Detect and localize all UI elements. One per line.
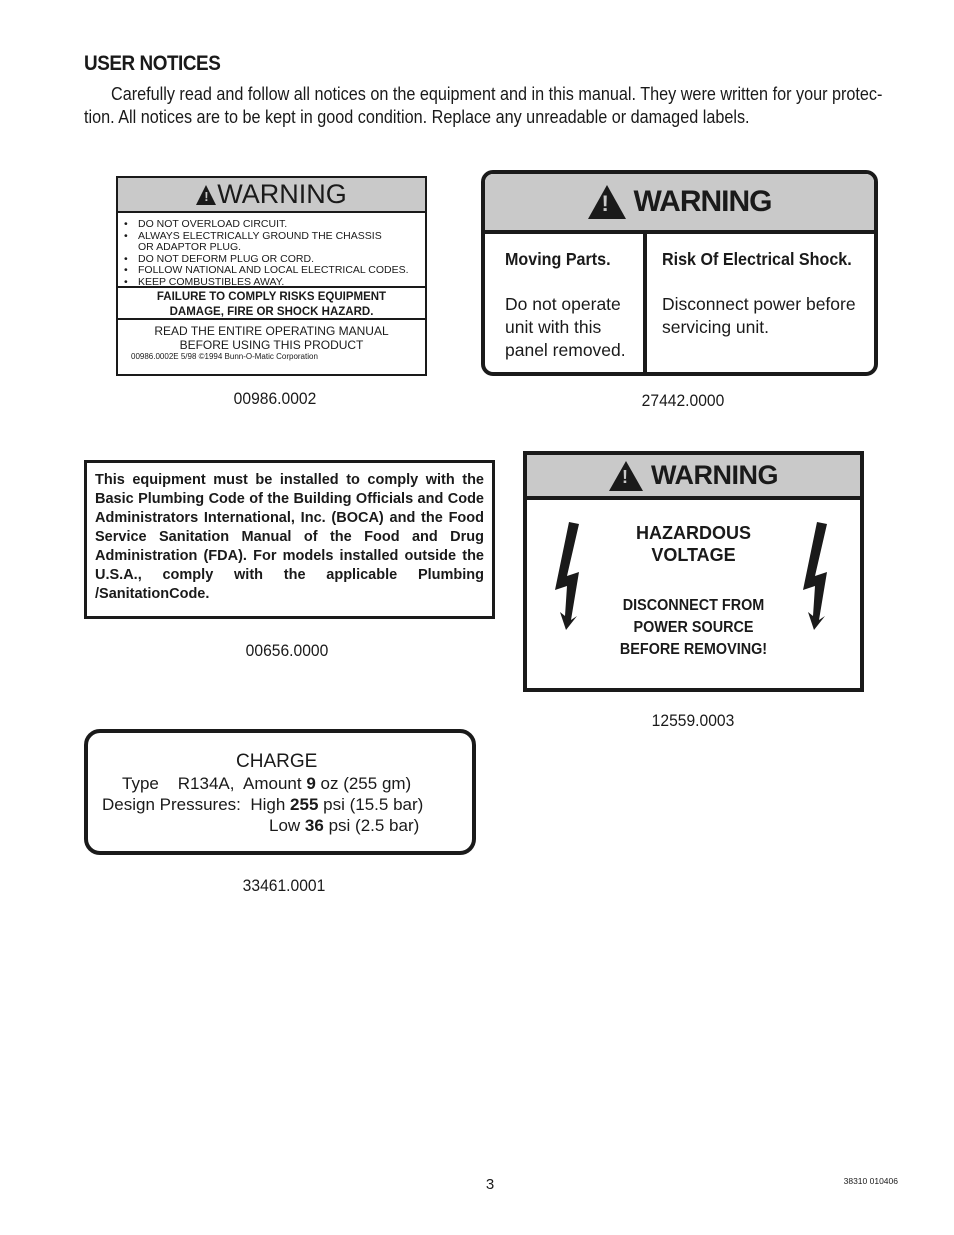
failure-line-2: DAMAGE, FIRE OR SHOCK HAZARD. (169, 306, 374, 318)
document-code: 38310 010406 (843, 1176, 898, 1186)
design-pressures-label: Design Pressures: (102, 795, 241, 814)
intro-line-1: Carefully read and follow all notices on the equipment and in this manual. They were written for your protec- (111, 84, 883, 104)
column-line: panel removed. (505, 340, 626, 360)
warning-triangle-icon: ! (196, 185, 216, 205)
column-title: Risk Of Electrical Shock. (662, 249, 852, 269)
warning-list (118, 213, 425, 288)
warning-label-27442 (481, 170, 878, 376)
intro-line-2: tion. All notices are to be kept in good condition. Replace any unreadable or damaged labels. (84, 107, 750, 127)
list-item: • KEEP COMBUSTIBLES AWAY. (124, 277, 425, 289)
list-item: • ALWAYS ELECTRICALLY GROUND THE CHASSIS (124, 231, 425, 243)
electrical-shock-column (647, 234, 868, 372)
high-value: 255 (290, 795, 319, 814)
high-label: High (250, 795, 286, 814)
label-header (118, 178, 425, 213)
part-number-12559: 12559.0003 (651, 711, 735, 730)
low-value: 36 (304, 816, 324, 835)
part-number-27442: 27442.0000 (641, 391, 725, 410)
refrigerant-value: R134A, (177, 774, 235, 793)
part-number-00986: 00986.0002 (233, 389, 317, 408)
plumbing-code-text: This equipment must be installed to comply with the Basic Plumbing Code of the Building Officials and Code Administrators International, Inc. (BOCA) and the Food Service Sanitation Manual of the Food and Drug Administration (FDA). For models installed outside the U.S.A., comply with the applicable Plumbing /SanitationCode. (95, 472, 484, 602)
failure-notice (118, 288, 425, 320)
part-number-00656: 00656.0000 (245, 641, 329, 660)
low-label: Low (269, 816, 301, 835)
hazardous-voltage-text (527, 522, 860, 566)
type-label: Type (122, 774, 159, 793)
page-number: 3 (485, 1176, 495, 1193)
read-line-1: READ THE ENTIRE OPERATING MANUAL (154, 324, 389, 338)
disconnect-text (544, 595, 844, 661)
list-item: OR ADAPTOR PLUG. (138, 241, 242, 253)
amount-unit: oz (255 gm) (320, 774, 412, 793)
plumbing-code-label (84, 460, 495, 619)
amount-label: Amount (242, 774, 302, 793)
list-item: • FOLLOW NATIONAL AND LOCAL ELECTRICAL CODES. (124, 265, 425, 277)
amount-value: 9 (306, 774, 316, 793)
warning-title: WARNING (651, 460, 778, 490)
label-fine-print: 00986.0002E 5/98 ©1994 Bunn-O-Matic Corporation (131, 352, 318, 361)
warning-title: WARNING (633, 185, 772, 218)
high-unit: psi (15.5 bar) (323, 795, 424, 814)
failure-line-1: FAILURE TO COMPLY RISKS EQUIPMENT (156, 291, 387, 303)
list-item: • DO NOT OVERLOAD CIRCUIT. (124, 219, 425, 231)
warning-triangle-icon: ! (609, 461, 643, 491)
column-line: unit with this (505, 317, 602, 337)
moving-parts-column (485, 234, 647, 372)
label-header (485, 174, 874, 234)
charge-title: CHARGE (236, 751, 318, 772)
page-heading: USER NOTICES (84, 52, 221, 75)
column-title: Moving Parts. (505, 249, 611, 269)
column-line: Do not operate (505, 294, 621, 314)
disconnect-line-2: POWER SOURCE (633, 619, 754, 636)
read-manual-notice (118, 320, 425, 362)
design-pressure-line (102, 794, 423, 815)
hazardous-voltage-label (523, 451, 864, 692)
charge-type-line (122, 773, 411, 794)
intro-paragraph (84, 83, 899, 129)
label-header (527, 455, 860, 500)
read-line-2: BEFORE USING THIS PRODUCT (179, 338, 364, 352)
warning-triangle-icon: ! (588, 185, 626, 219)
disconnect-line-3: BEFORE REMOVING! (619, 641, 768, 658)
hazard-line-1: HAZARDOUS (636, 523, 751, 543)
hazard-line-2: VOLTAGE (651, 545, 736, 565)
part-number-33461: 33461.0001 (242, 876, 326, 895)
low-unit: psi (2.5 bar) (328, 816, 420, 835)
list-item: • DO NOT DEFORM PLUG OR CORD. (124, 254, 425, 266)
low-pressure-line (269, 815, 419, 836)
charge-label (84, 729, 476, 855)
warning-label-00986 (116, 176, 427, 376)
disconnect-line-1: DISCONNECT FROM (622, 597, 765, 614)
warning-title: WARNING (217, 179, 347, 209)
column-line: servicing unit. (662, 317, 769, 337)
column-line: Disconnect power before (662, 294, 856, 314)
